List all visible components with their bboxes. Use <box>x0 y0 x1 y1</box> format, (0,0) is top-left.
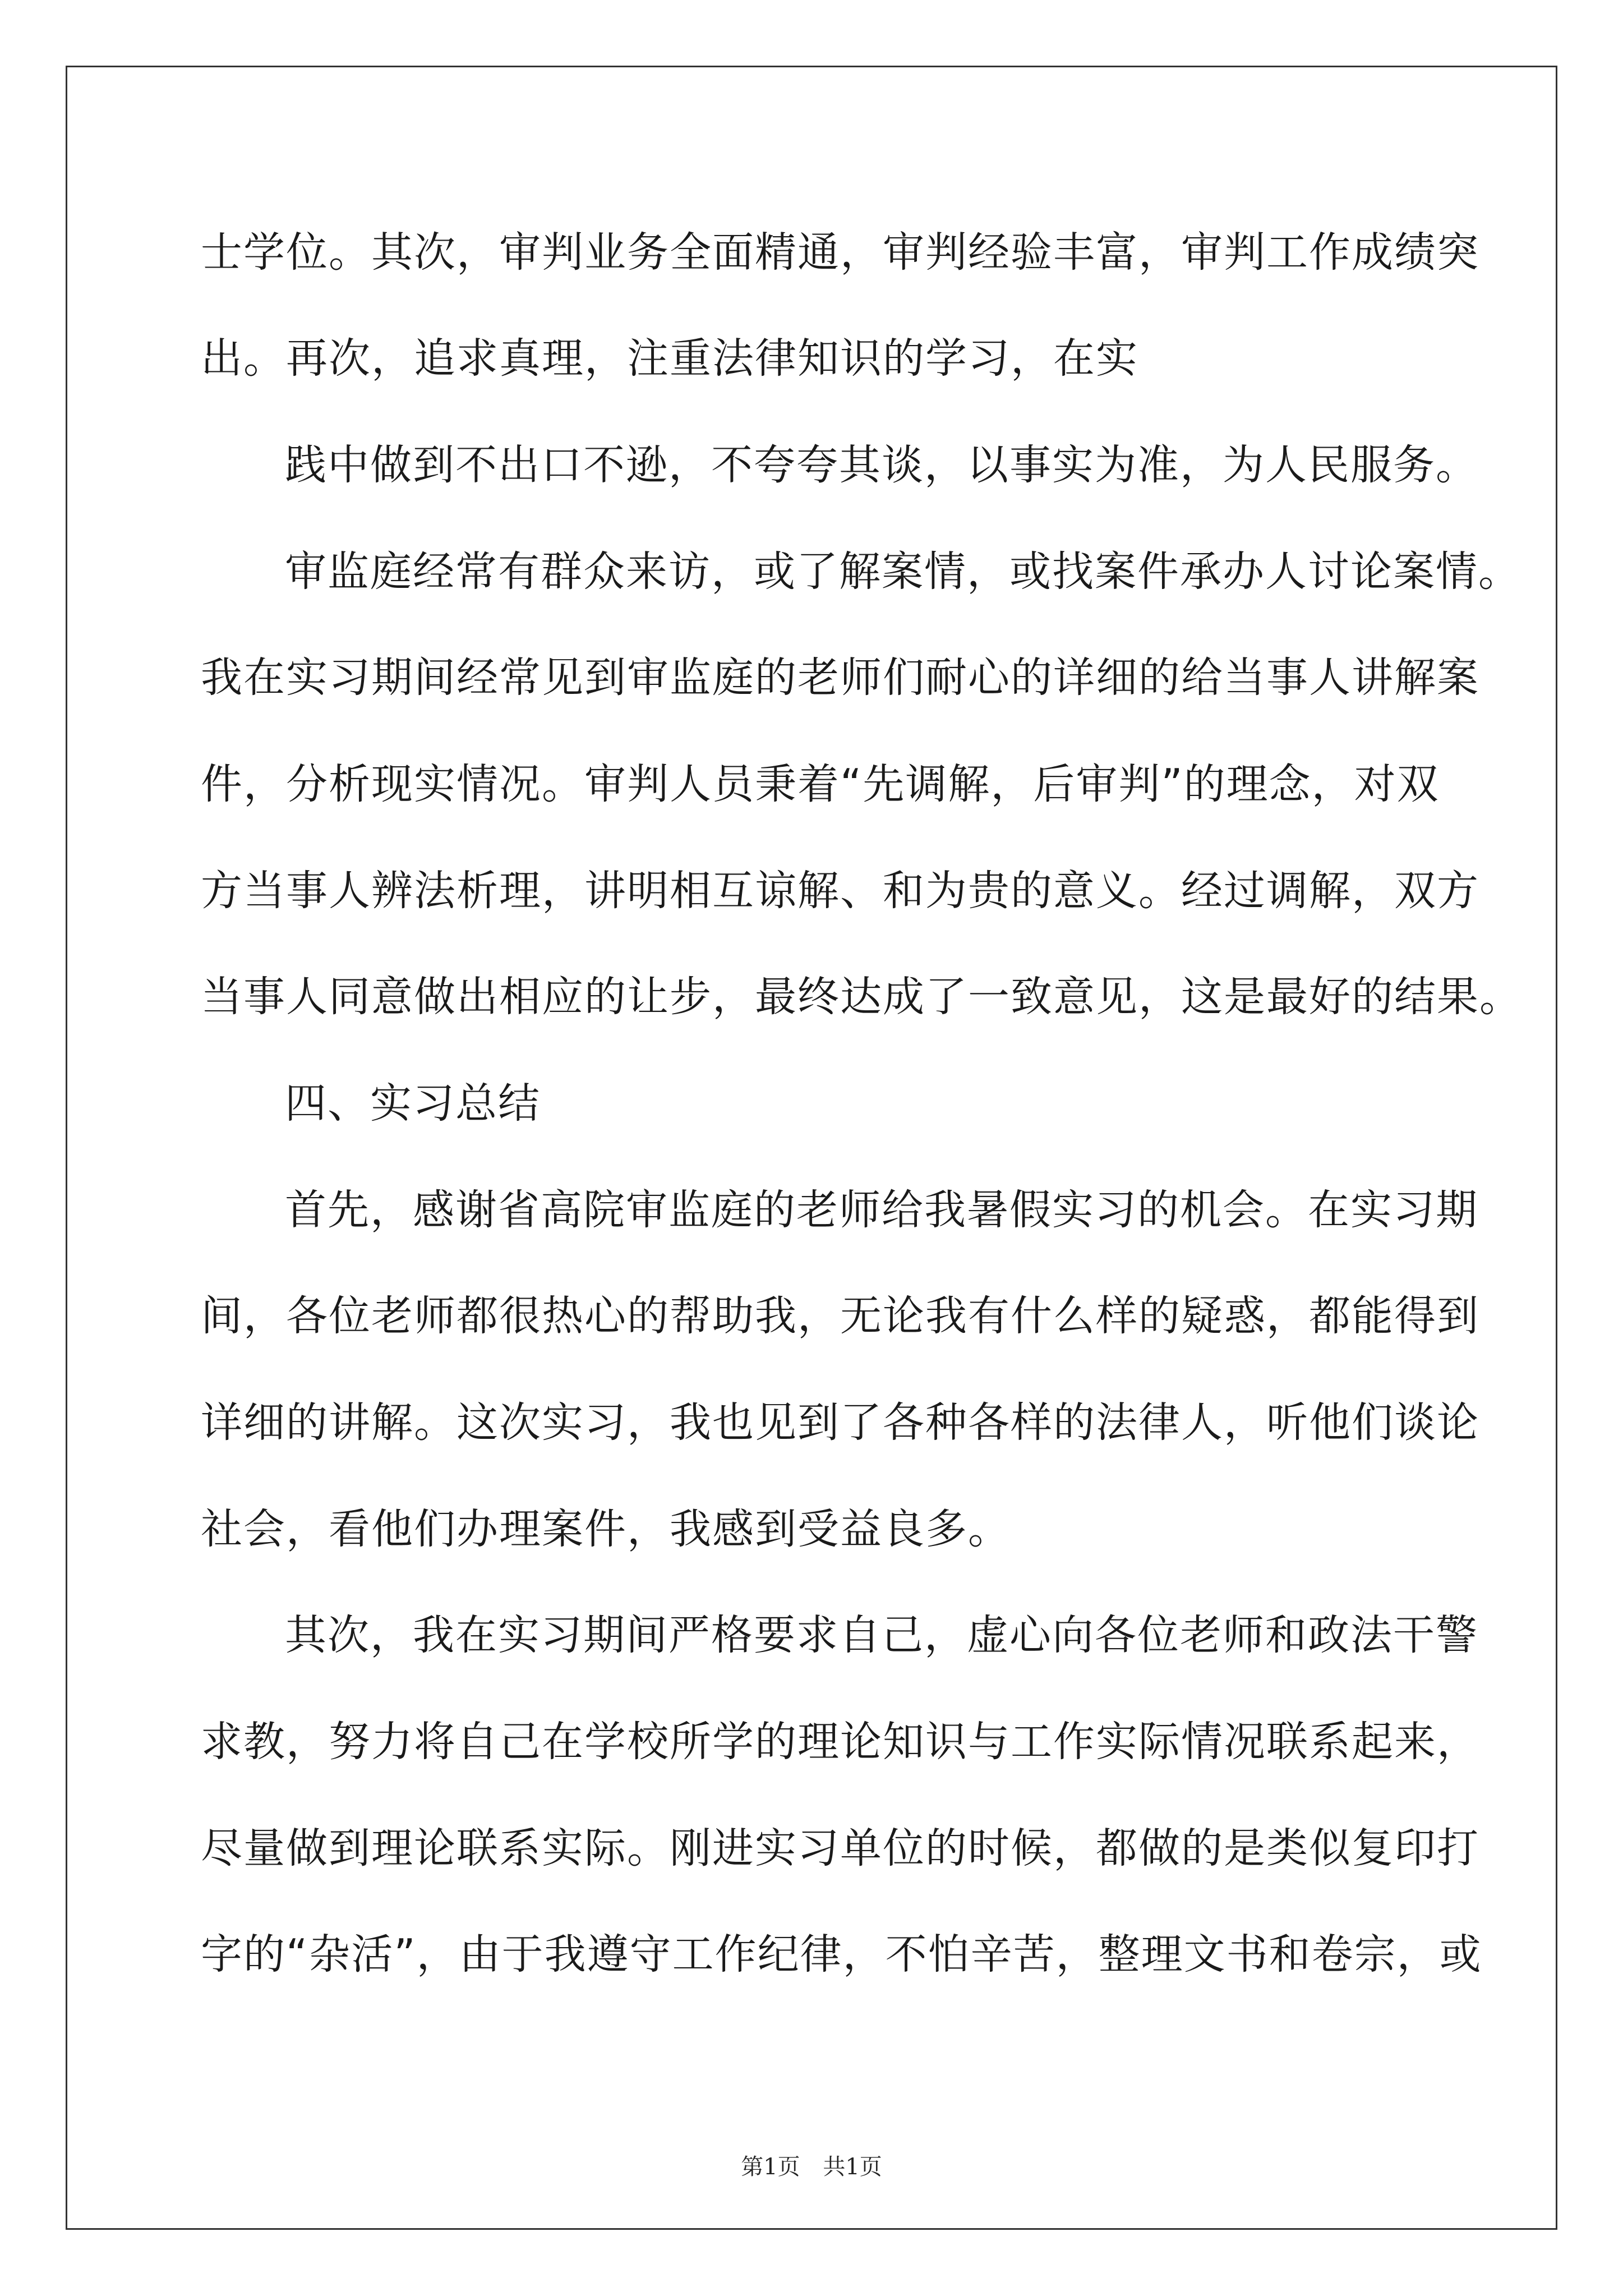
text-line: 审监庭经常有群众来访，或了解案情，或找案件承办人讨论案情。 <box>285 547 1521 596</box>
text-line: 当事人同意做出相应的让步，最终达成了一致意见，这是最好的结果。 <box>201 973 1522 1021</box>
text-line: 间，各位老师都很热心的帮助我，无论我有什么样的疑惑，都能得到 <box>201 1292 1479 1340</box>
page-footer <box>0 2153 1623 2181</box>
text-line: 我在实习期间经常见到审监庭的老师们耐心的详细的给当事人讲解案 <box>201 654 1479 702</box>
text-line: 详细的讲解。这次实习，我也见到了各种各样的法律人，听他们谈论 <box>201 1398 1479 1447</box>
page-border <box>66 66 1557 2230</box>
text-line: 求教，努力将自己在学校所学的理论知识与工作实际情况联系起来， <box>201 1718 1479 1766</box>
text-line: 士学位。其次，审判业务全面精通，审判经验丰富，审判工作成绩突 <box>201 228 1479 277</box>
text-line: 社会，看他们办理案件，我感到受益良多。 <box>201 1505 1011 1553</box>
text-line: 其次，我在实习期间严格要求自己，虚心向各位老师和政法干警 <box>285 1611 1478 1659</box>
page-total: 共1页 <box>823 2154 882 2180</box>
page-number: 第1页 <box>741 2154 800 2180</box>
text-line: 首先，感谢省高院审监庭的老师给我暑假实习的机会。在实习期 <box>285 1186 1478 1234</box>
text-line: 出。再次，追求真理，注重法律知识的学习，在实 <box>201 334 1138 383</box>
text-line: 践中做到不出口不逊，不夸夸其谈，以事实为准，为人民服务。 <box>285 441 1478 489</box>
text-line: 字的“杂活”，由于我遵守工作纪律，不怕辛苦，整理文书和卷宗，或 <box>201 1930 1482 1978</box>
section-heading: 四、实习总结 <box>285 1079 541 1128</box>
text-line: 件，分析现实情况。审判人员秉着“先调解，后审判”的理念，对双 <box>201 760 1440 808</box>
text-line: 方当事人辨法析理，讲明相互谅解、和为贵的意义。经过调解，双方 <box>201 867 1479 915</box>
text-line: 尽量做到理论联系实际。刚进实习单位的时候，都做的是类似复印打 <box>201 1824 1479 1872</box>
